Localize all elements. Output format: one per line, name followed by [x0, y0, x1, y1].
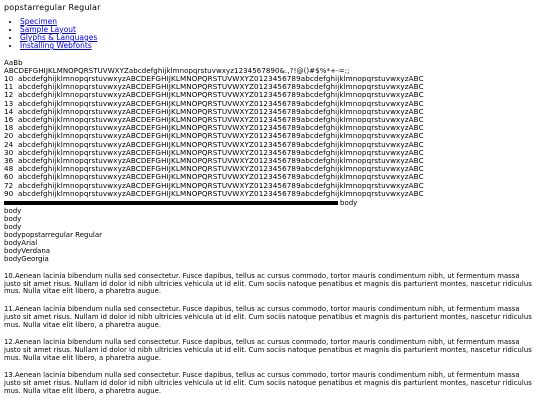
nav-link-sample-layout[interactable]: Sample Layout — [20, 25, 77, 34]
waterfall-size-label: 36 — [4, 157, 14, 166]
stack-line: bodyVerdana — [4, 247, 51, 256]
waterfall-row — [4, 173, 536, 181]
stack-line: bodyGeorgia — [4, 255, 49, 264]
waterfall-size-label: 16 — [4, 116, 14, 125]
specimen-page — [4, 0, 536, 395]
waterfall-row — [4, 157, 536, 165]
charset-sample-full: ABCDEFGHIJKLMNOPQRSTUVWXYZabcdefghijklmnopqrstuvwxyz1234567890&.,?!@()#$%*+-=:; — [4, 67, 350, 75]
waterfall-sample-text: abcdefghijklmnopqrstuvwxyzABCDEFGHIJKLMNOPQRSTUVWXYZ0123456789abcdefghijklmnopqrstuvwxyzABC — [18, 140, 424, 149]
waterfall-row — [4, 132, 536, 140]
paragraph-sample: 10.Aenean lacinia bibendum nulla sed consectetur. Fusce dapibus, tellus ac cursus commodo, tortor mauris condimentum nibh, ut fermentum massa justo sit amet risus. Nullam id dolor id nibh ultricies vehicula ut id elit. Cum sociis natoque penatibus et magnis dis parturient montes, nascetur ridiculus mus. Nulla vitae elit libero, a pharetra augue. — [4, 272, 532, 296]
waterfall-sample-text: abcdefghijklmnopqrstuvwxyzABCDEFGHIJKLMNOPQRSTUVWXYZ0123456789abcdefghijklmnopqrstuvwxyzABC — [18, 173, 424, 182]
waterfall-row — [4, 75, 536, 83]
waterfall-sample-text: abcdefghijklmnopqrstuvwxyzABCDEFGHIJKLMNOPQRSTUVWXYZ0123456789abcdefghijklmnopqrstuvwxyzABC — [18, 124, 424, 133]
nav-link-specimen[interactable]: Specimen — [20, 17, 58, 26]
stack-line: body — [4, 223, 22, 232]
heavy-sample-trail: body — [340, 199, 358, 208]
waterfall-sample-text: abcdefghijklmnopqrstuvwxyzABCDEFGHIJKLMNOPQRSTUVWXYZ0123456789abcdefghijklmnopqrstuvwxyzABC — [18, 116, 424, 125]
waterfall-size-label: 20 — [4, 132, 14, 141]
waterfall-row — [4, 190, 536, 198]
nav-item-glyphs — [20, 34, 536, 42]
stack-line: bodyArial — [4, 239, 38, 248]
charset-block — [4, 59, 536, 75]
nav-item-sample-layout — [20, 26, 536, 34]
waterfall-size-label: 90 — [4, 189, 14, 198]
waterfall-size-label: 13 — [4, 99, 14, 108]
waterfall-row — [4, 108, 536, 116]
stack-line: body — [4, 215, 22, 224]
waterfall-sample-text: abcdefghijklmnopqrstuvwxyzABCDEFGHIJKLMNOPQRSTUVWXYZ0123456789abcdefghijklmnopqrstuvwxyzABC — [18, 189, 424, 198]
waterfall-size-label: 11 — [4, 83, 14, 92]
waterfall-sample-text: abcdefghijklmnopqrstuvwxyzABCDEFGHIJKLMNOPQRSTUVWXYZ0123456789abcdefghijklmnopqrstuvwxyzABC — [18, 107, 424, 116]
waterfall-size-label: 30 — [4, 148, 14, 157]
waterfall-sample-text: abcdefghijklmnopqrstuvwxyzABCDEFGHIJKLMNOPQRSTUVWXYZ0123456789abcdefghijklmnopqrstuvwxyzABC — [18, 99, 424, 108]
waterfall-size-label: 60 — [4, 173, 14, 182]
waterfall-size-label: 12 — [4, 91, 14, 100]
waterfall-size-label: 14 — [4, 107, 14, 116]
nav-item-specimen — [20, 18, 536, 26]
waterfall-sample-text: abcdefghijklmnopqrstuvwxyzABCDEFGHIJKLMNOPQRSTUVWXYZ0123456789abcdefghijklmnopqrstuvwxyzABC — [18, 165, 424, 174]
paragraph-sample: 13.Aenean lacinia bibendum nulla sed consectetur. Fusce dapibus, tellus ac cursus commodo, tortor mauris condimentum nibh, ut fermentum massa justo sit amet risus. Nullam id dolor id nibh ultricies vehicula ut id elit. Cum sociis natoque penatibus et magnis dis parturient montes, nascetur ridiculus mus. Nulla vitae elit libero, a pharetra augue. — [4, 371, 532, 395]
nav-list — [4, 18, 536, 50]
waterfall-size-label: 72 — [4, 181, 14, 190]
waterfall-sample-text: abcdefghijklmnopqrstuvwxyzABCDEFGHIJKLMNOPQRSTUVWXYZ0123456789abcdefghijklmnopqrstuvwxyzABC — [18, 157, 424, 166]
waterfall-sample-text: abcdefghijklmnopqrstuvwxyzABCDEFGHIJKLMNOPQRSTUVWXYZ0123456789abcdefghijklmnopqrstuvwxyzABC — [18, 181, 424, 190]
waterfall-row — [4, 124, 536, 132]
waterfall-row — [4, 100, 536, 108]
waterfall-sample-text: abcdefghijklmnopqrstuvwxyzABCDEFGHIJKLMNOPQRSTUVWXYZ0123456789abcdefghijklmnopqrstuvwxyzABC — [18, 91, 424, 100]
nav-item-installing — [20, 42, 536, 50]
heavy-sample-bar — [4, 201, 338, 205]
font-stack-lines — [4, 207, 536, 263]
heavy-sample-row — [4, 199, 536, 207]
waterfall-row — [4, 116, 536, 124]
waterfall-size-label: 24 — [4, 140, 14, 149]
waterfall-row — [4, 91, 536, 99]
waterfall-row — [4, 182, 536, 190]
page-title: popstarregular Regular — [4, 3, 101, 12]
waterfall-sample-text: abcdefghijklmnopqrstuvwxyzABCDEFGHIJKLMNOPQRSTUVWXYZ0123456789abcdefghijklmnopqrstuvwxyzABC — [18, 83, 424, 92]
waterfall-sample-text: abcdefghijklmnopqrstuvwxyzABCDEFGHIJKLMNOPQRSTUVWXYZ0123456789abcdefghijklmnopqrstuvwxyzABC — [18, 75, 424, 83]
waterfall — [4, 75, 536, 198]
nav-link-glyphs-languages[interactable]: Glyphs & Languages — [20, 33, 98, 42]
stack-line: body — [4, 207, 22, 216]
nav-link-installing-webfonts[interactable]: Installing Webfonts — [20, 41, 92, 50]
waterfall-row — [4, 165, 536, 173]
waterfall-size-label: 18 — [4, 124, 14, 133]
stack-line: bodypopstarregular Regular — [4, 231, 103, 240]
waterfall-row — [4, 141, 536, 149]
waterfall-sample-text: abcdefghijklmnopqrstuvwxyzABCDEFGHIJKLMNOPQRSTUVWXYZ0123456789abcdefghijklmnopqrstuvwxyzABC — [18, 148, 424, 157]
waterfall-row — [4, 83, 536, 91]
paragraph-sample: 12.Aenean lacinia bibendum nulla sed consectetur. Fusce dapibus, tellus ac cursus commodo, tortor mauris condimentum nibh, ut fermentum massa justo sit amet risus. Nullam id dolor id nibh ultricies vehicula ut id elit. Cum sociis natoque penatibus et magnis dis parturient montes, nascetur ridiculus mus. Nulla vitae elit libero, a pharetra augue. — [4, 338, 532, 362]
waterfall-row — [4, 149, 536, 157]
paragraph-sample: 11.Aenean lacinia bibendum nulla sed consectetur. Fusce dapibus, tellus ac cursus commodo, tortor mauris condimentum nibh, ut fermentum massa justo sit amet risus. Nullam id dolor id nibh ultricies vehicula ut id elit. Cum sociis natoque penatibus et magnis dis parturient montes, nascetur ridiculus mus. Nulla vitae elit libero, a pharetra augue. — [4, 305, 532, 329]
waterfall-size-label: 48 — [4, 165, 14, 174]
charset-sample-short: AaBb — [4, 59, 23, 67]
waterfall-sample-text: abcdefghijklmnopqrstuvwxyzABCDEFGHIJKLMNOPQRSTUVWXYZ0123456789abcdefghijklmnopqrstuvwxyzABC — [18, 132, 424, 141]
waterfall-size-label: 10 — [4, 75, 14, 83]
